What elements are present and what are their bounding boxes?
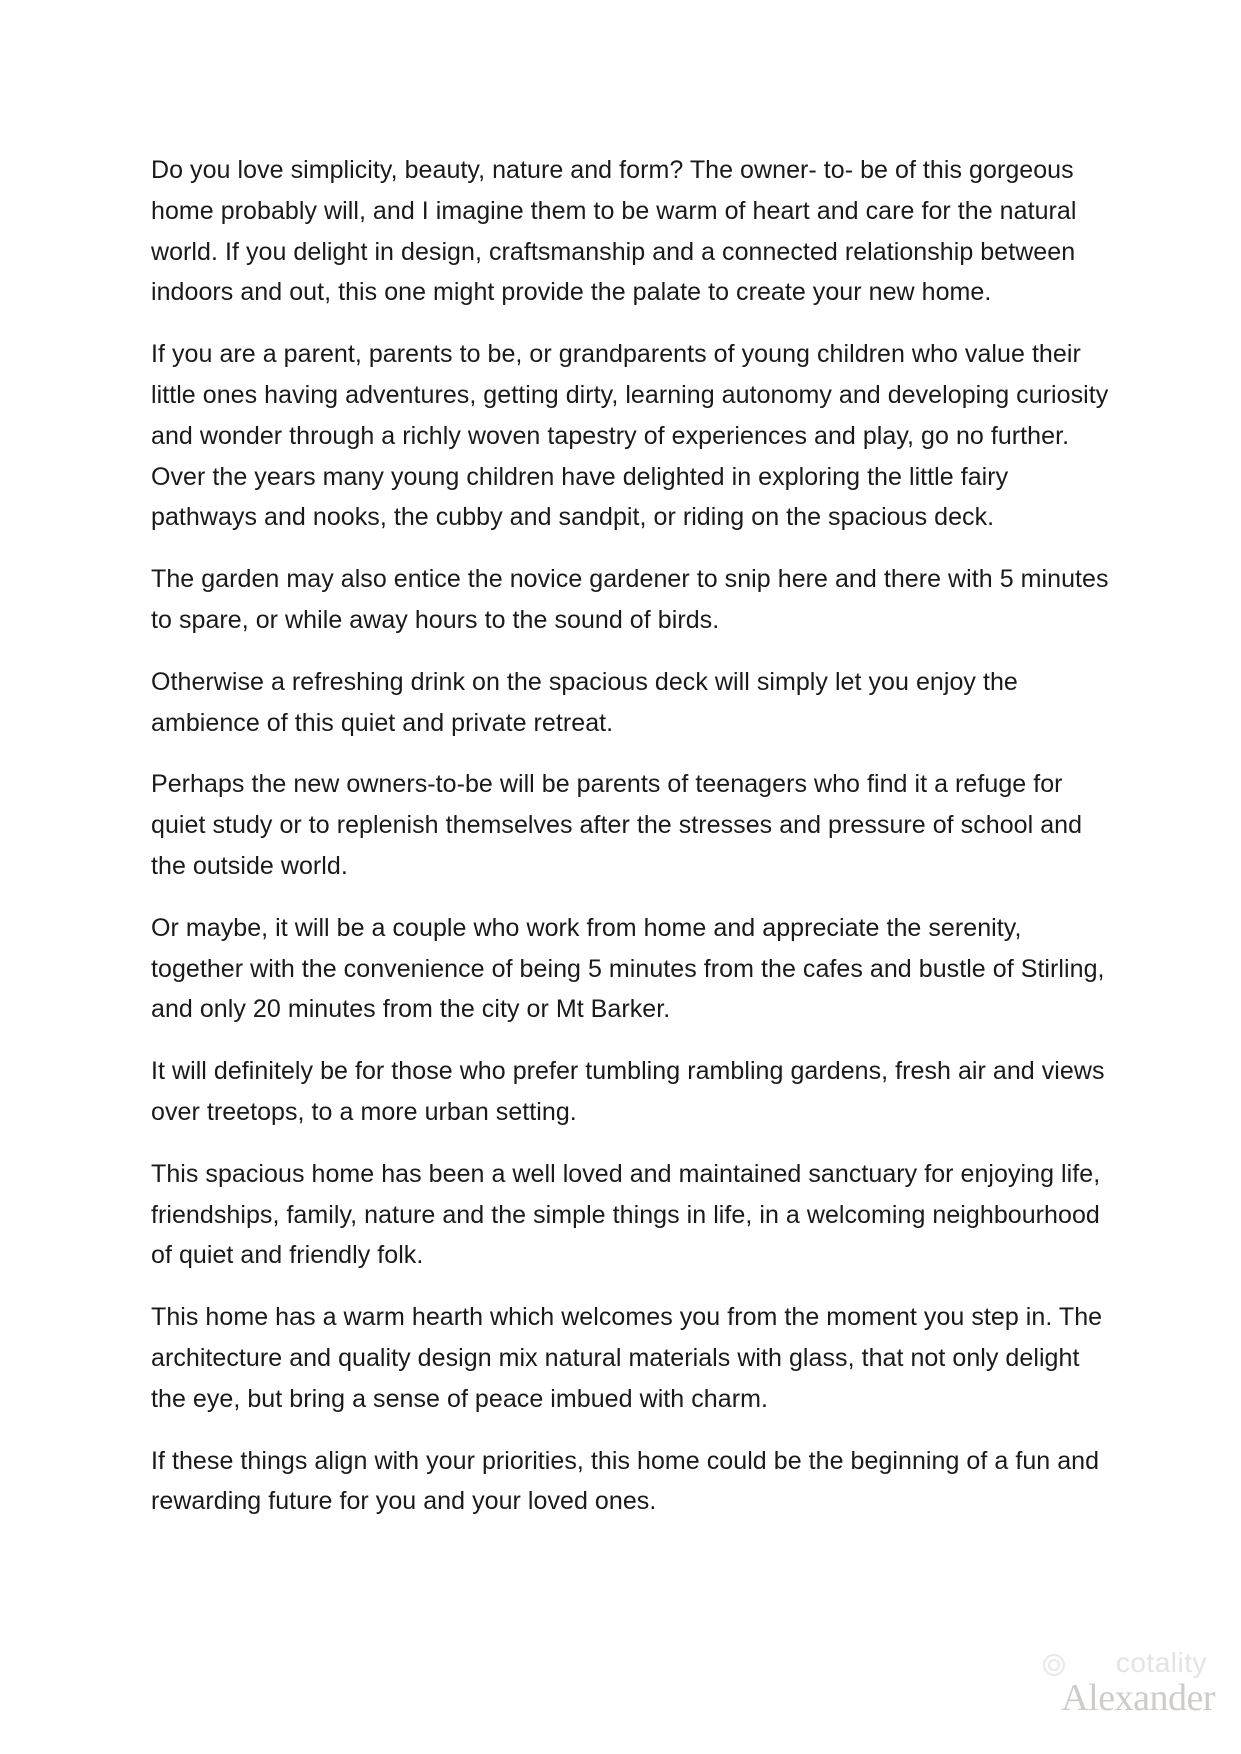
paragraph-2: If you are a parent, parents to be, or grandparents of young children who value their little ones having adventures, getting dirty, learning autonomy and developing curiosity and wonder through a richly woven tapestry of experiences and play, go no further. Over the years many young children have delighted in exploring the little fairy pathways and nooks, the cubby and sandpit, or riding on the spacious deck. — [151, 340, 1109, 532]
paragraph-5: Perhaps the new owners-to-be will be parents of teenagers who find it a refuge for quiet study or to replenish themselves after the stresses and pressure of school and the outside world. — [151, 770, 1083, 880]
paragraph-7: It will definitely be for those who prefer tumbling rambling gardens, fresh air and views over treetops, to a more urban setting. — [151, 1057, 1105, 1126]
paragraph-1: Do you love simplicity, beauty, nature and form? The owner- to- be of this gorgeous home probably will, and I imagine them to be warm of heart and care for the natural world. If you delight in design, craftsmanship and a connected relationship between indoors and out, this one might provide the palate to create your new home. — [151, 156, 1077, 307]
paragraph-6: Or maybe, it will be a couple who work from home and appreciate the serenity, together with the convenience of being 5 minutes from the cafes and bustle of Stirling, and only 20 minutes from the city or Mt Barker. — [151, 913, 1105, 1024]
agency-watermark — [1015, 1648, 1215, 1726]
cotality-logo-mark-icon — [1041, 1652, 1067, 1678]
paragraph-3: The garden may also entice the novice gardener to snip here and there with 5 minutes to spare, or while away hours to the sound of birds. — [151, 565, 1109, 634]
paragraph-10: If these things align with your priorities, this home could be the beginning of a fun and rewarding future for you and your loved ones. — [151, 1446, 1100, 1516]
watermark-line-cotality: cotality — [1115, 1647, 1207, 1678]
paragraph-4: Otherwise a refreshing drink on the spacious deck will simply let you enjoy the ambience of this quiet and private retreat. — [151, 667, 1018, 737]
paragraph-8: This spacious home has been a well loved and maintained sanctuary for enjoying life, friendships, family, nature and the simple things in life, in a welcoming neighbourhood of quiet and friendly folk. — [151, 1159, 1101, 1270]
watermark-line-alexander: Alexander — [1061, 1677, 1215, 1719]
document-body — [151, 150, 1111, 1543]
paragraph-9: This home has a warm hearth which welcomes you from the moment you step in. The architecture and quality design mix natural materials with glass, that not only delight the eye, but bring a sense of peace imbued with charm. — [151, 1303, 1103, 1413]
